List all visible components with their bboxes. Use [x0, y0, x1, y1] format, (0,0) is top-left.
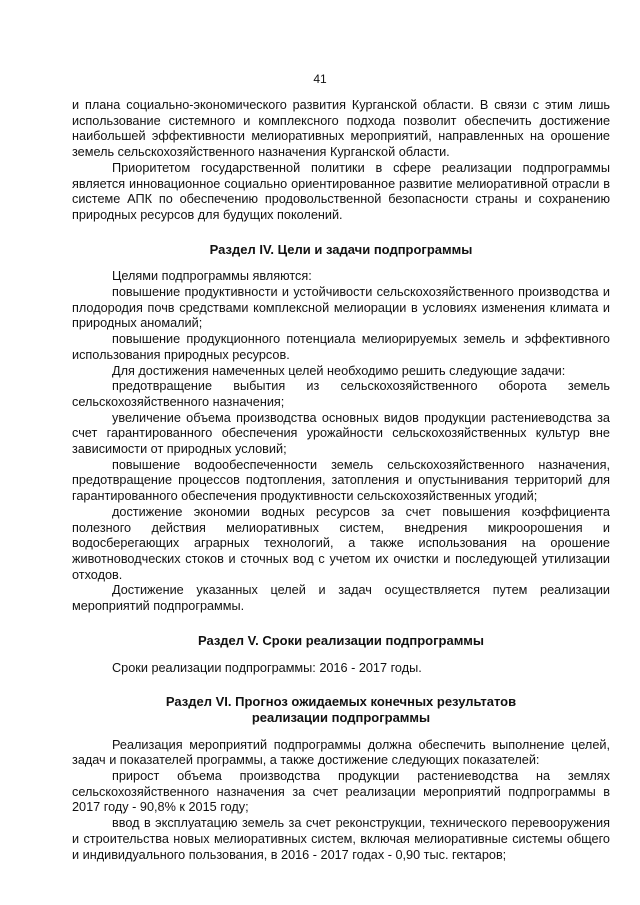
section-6-heading [72, 694, 610, 725]
intro-paragraph-1: и плана социально-экономического развития Курганской области. В связи с этим лишь использование системного и комплексного подхода позволит обеспечить достижение наибольшей эффективности мелиоративных мероприятий, направленных на орошение земель сельскохозяйственного назначения Курганской области. [72, 98, 610, 160]
document-body [72, 98, 610, 863]
section-4-paragraph: предотвращение выбытия из сельскохозяйственного оборота земель сельскохозяйственного назначения; [72, 379, 610, 409]
section-6-paragraph: Реализация мероприятий подпрограммы должна обеспечить выполнение целей, задач и показателей программы, а также достижение следующих показателей: [72, 737, 610, 768]
section-4-paragraph: повышение продукционного потенциала мелиорируемых земель и эффективного использования природных ресурсов. [72, 332, 610, 362]
section-4-paragraph: увеличение объема производства основных видов продукции растениеводства за счет гарантированного обеспечения урожайности сельскохозяйственных культур вне зависимости от природных условий; [72, 410, 610, 457]
section-6-paragraph: ввод в эксплуатацию земель за счет реконструкции, технического перевооружения и строительства новых мелиоративных систем, включая мелиоративные системы общего и индивидуального пользования, в 2016 - 2017 годах - 0,90 тыс. гектаров; [72, 816, 610, 862]
section-5-paragraph: Сроки реализации подпрограммы: 2016 - 2017 годы. [112, 660, 422, 675]
section-5-heading: Раздел V. Сроки реализации подпрограммы [197, 632, 485, 648]
section-4-paragraph: Для достижения намеченных целей необходимо решить следующие задачи: [112, 363, 566, 378]
intro-paragraph-2: Приоритетом государственной политики в сфере реализации подпрограммы является инновационное социально ориентированное развитие мелиоративной отрасли в системе АПК по обеспечению продовольственной безопасности страны и сохранению природных ресурсов для будущих поколений. [72, 160, 610, 222]
section-4-paragraph: достижение экономии водных ресурсов за счет повышения коэффициента полезного действия мелиоративных систем, внедрения микроорошения и водосберегающих аграрных технологий, а также использования на орошение животноводческих стоков и сточных вод с учетом их очистки и последующей утилизации отходов. [72, 504, 610, 582]
section-4-paragraph: повышение продуктивности и устойчивости сельскохозяйственного производства и плодородия почв средствами комплексной мелиорации в условиях изменения климата и природных аномалий; [72, 285, 610, 331]
section-4-heading: Раздел IV. Цели и задачи подпрограммы [209, 241, 473, 257]
section-6-heading-line-1: Раздел VI. Прогноз ожидаемых конечных результатов [165, 694, 517, 710]
section-4-paragraph: повышение водообеспеченности земель сельскохозяйственного назначения, предотвращение процессов подтопления, затопления и опустынивания территорий для гарантированного обеспечения продуктивности сельскохозяйственных угодий; [72, 457, 610, 504]
page-number: 41 [313, 72, 327, 86]
section-4-paragraph: Достижение указанных целей и задач осуществляется путем реализации мероприятий подпрограммы. [72, 583, 610, 614]
section-6-heading-line-2: реализации подпрограммы [251, 709, 431, 725]
section-6-paragraph: прирост объема производства продукции растениеводства на землях сельскохозяйственного назначения за счет реализации мероприятий подпрограммы в 2017 году - 90,8% к 2015 году; [72, 769, 610, 815]
section-4-paragraph: Целями подпрограммы являются: [112, 269, 312, 284]
